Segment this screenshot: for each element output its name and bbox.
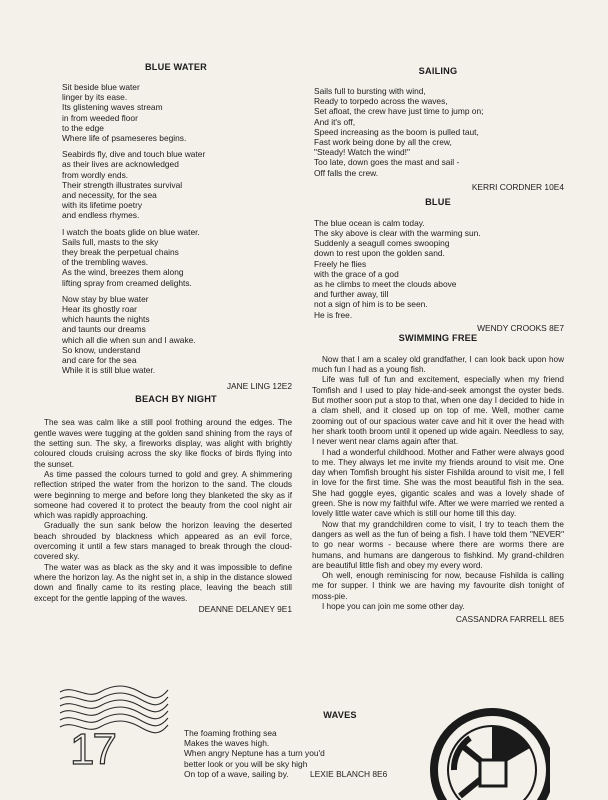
swimming-free-author: CASSANDRA FARRELL 8E5 bbox=[455, 614, 564, 625]
poem-line: Freely he flies bbox=[314, 258, 367, 269]
waves-title: WAVES bbox=[323, 710, 357, 720]
poem-line: in from weeded floor bbox=[62, 112, 138, 123]
poem-line: As the wind, breezes them along bbox=[62, 267, 184, 278]
swimming-free-title: SWIMMING FREE bbox=[398, 332, 478, 343]
stanza bbox=[62, 227, 292, 288]
poem-line: Ready to torpedo across the waves, bbox=[314, 96, 448, 107]
poem-line: Sit beside blue water bbox=[62, 82, 140, 92]
poem-line: not a sign of him is to be seen. bbox=[314, 299, 428, 310]
poem-line: as he climbs to meet the clouds above bbox=[314, 279, 457, 290]
waves-poem-block bbox=[180, 710, 460, 780]
blue-author: WENDY CROOKS 8E7 bbox=[477, 322, 564, 333]
poem-line: On top of a wave, sailing by. bbox=[184, 768, 289, 779]
poem-line: which haunts the nights bbox=[62, 314, 150, 325]
page-number bbox=[70, 725, 115, 774]
page-number-text: 17 bbox=[70, 725, 115, 774]
poem-line: Where life of psameseres begins. bbox=[62, 133, 187, 144]
stanza bbox=[62, 82, 292, 143]
poem-line: down to rest upon the golden sand. bbox=[314, 248, 445, 259]
poem-line: Set afloat, the crew have just time to jump on; bbox=[314, 106, 484, 117]
stanza bbox=[62, 149, 292, 220]
poem-line: and further away, till bbox=[314, 289, 389, 300]
beach-by-night-author: DEANNE DELANEY 9E1 bbox=[198, 603, 292, 614]
poem-line: The sky above is clear with the warming sun. bbox=[314, 228, 481, 239]
poem-line: and taunts our dreams bbox=[62, 324, 146, 335]
blue-title: BLUE bbox=[425, 196, 451, 207]
paragraph: I hope you can join me some other day. bbox=[322, 601, 465, 611]
blue-poem bbox=[314, 218, 564, 320]
poem-line: Speed increasing as the boom is pulled taut, bbox=[314, 126, 479, 137]
poem-line: and necessity, for the sea bbox=[62, 190, 157, 201]
blue-water-poem bbox=[60, 82, 292, 375]
poem-line: Sails full, masts to the sky bbox=[62, 236, 159, 247]
poem-line: linger by its ease. bbox=[62, 92, 128, 103]
poem-line: and endless rhymes. bbox=[62, 210, 140, 221]
poem-line: Its glistening waves stream bbox=[62, 102, 163, 113]
poem-line: Now stay by blue water bbox=[62, 293, 149, 304]
blue-water-author: JANE LING 12E2 bbox=[226, 381, 292, 392]
paragraph: The sea was calm like a still pool frothing around the edges. The gentle waves were tugging at the golden sand shining from the rays of the setting sun. The sky, a fireworks display, was alight with brightly coloured clouds cruising across the sky like flocks of birds flying into the sunset. bbox=[34, 418, 292, 469]
poem-line: Hear its ghostly roar bbox=[62, 304, 137, 315]
poem-line: Fast work being done by all the crew, bbox=[314, 137, 452, 148]
paragraph: Now that I am a scaley old grandfather, I can look back upon how much fun I had as a young fish. bbox=[312, 354, 564, 375]
poem-line: they break the perpetual chains bbox=[62, 247, 179, 258]
blue-water-title: BLUE WATER bbox=[144, 62, 208, 72]
poem-line: When angry Neptune has a turn you'd bbox=[184, 748, 325, 759]
beach-by-night-title: BEACH BY NIGHT bbox=[135, 394, 217, 405]
poem-line: with the grace of a god bbox=[314, 268, 399, 279]
poem-line: While it is still blue water. bbox=[62, 365, 156, 376]
poem-line: Suddenly a seagull comes swooping bbox=[314, 238, 450, 249]
poem-line: from wordly ends. bbox=[62, 169, 129, 180]
poem-line: The blue ocean is calm today. bbox=[314, 217, 425, 228]
poem-line: as their lives are acknowledged bbox=[62, 159, 179, 170]
swimming-free-story bbox=[312, 355, 564, 612]
poem-line: I watch the boats glide on blue water. bbox=[62, 226, 200, 237]
poem-line: lifting spray from creamed delights. bbox=[62, 277, 192, 288]
poem-line: and care for the sea bbox=[62, 355, 137, 366]
paragraph: Oh well, enough reminiscing for now, because Fishilda is calling me for supper. I think we are having my favourite dish tonight of moss-pie. bbox=[312, 571, 564, 601]
poem-line: He is free. bbox=[314, 309, 353, 320]
waves-author: LEXIE BLANCH 8E6 bbox=[310, 769, 388, 780]
sailing-author: KERRI CORDNER 10E4 bbox=[471, 181, 564, 192]
sailing-title: SAILING bbox=[418, 66, 458, 76]
paragraph: Life was full of fun and excitement, especially when my friend Tomfish and I used to play hide-and-seek amongst the oyster beds. But mother soon put a stop to that, when one day I decided to hide in a clam shell, and it closed up on top of me. Well, mother came zooming out of our spacious water cave and hit it over the head with her shark tooth broom until it opened up wide again. Needless to say, I never went near clams again after that. bbox=[312, 375, 564, 447]
sailing-poem bbox=[314, 86, 564, 178]
right-column bbox=[312, 66, 564, 625]
paragraph: Now that my grandchildren come to visit, I try to teach them the dangers as well as the fun of being a fish. I have told them "NEVER" to go near worms - because where there are worms there are humans, and humans are dangerous to fishkind. My grand-children are beautiful little fish and obey my every word. bbox=[312, 519, 564, 570]
poem-line: And it's off, bbox=[314, 116, 356, 127]
poem-line: Their strength illustrates survival bbox=[62, 179, 183, 190]
poem-line: So know, understand bbox=[62, 344, 141, 355]
poem-line: with its lifetime poetry bbox=[62, 200, 143, 211]
beach-by-night-story bbox=[34, 418, 292, 603]
school-logo-icon bbox=[430, 704, 550, 800]
poem-line: Too late, down goes the mast and sail - bbox=[314, 157, 460, 168]
paragraph: As time passed the colours turned to gold and grey. A shimmering reflection striped the water from the horizon to the sand. The clouds were beginning to merge and before long they blanketed the sky as if someone had covered it to protect the beauty from the cool night air which was rapidly approaching. bbox=[34, 469, 292, 521]
left-column bbox=[34, 62, 292, 615]
paragraph: The water was as black as the sky and it was impossible to define where the horizon lay. As the night set in, a ship in the distance slowed down and finally came to its resting place, leaving the beach still except for the gentle lapping of the waves. bbox=[34, 562, 292, 603]
poem-line: of the trembling waves. bbox=[62, 257, 149, 268]
stanza bbox=[62, 294, 292, 376]
poem-line: which all die when sun and I awake. bbox=[62, 334, 196, 345]
poem-line: Off falls the crew. bbox=[314, 167, 379, 178]
paragraph: Gradually the sun sank below the horizon leaving the deserted beach shrouded by blackness which appeared as an evil force, overcoming it until a few stars managed to break through the cloud-covered sky. bbox=[34, 521, 292, 562]
poem-line: Makes the waves high. bbox=[184, 738, 270, 749]
paragraph: I had a wonderful childhood. Mother and Father were always good to me. They always let me invite my friends around to visit me. One day when Tomfish brought his sister Fishilda around to visit me, I fell in love for the first time. She was the most beautiful fish in the sea. She had goggle eyes, gigantic scales and was a lovely shade of green. She is now my faithful wife. After we were married we rented a lovely little water cave which is still our home till this day. bbox=[312, 447, 564, 519]
poem-line: The foaming frothing sea bbox=[184, 728, 277, 738]
poem-line: Sails full to bursting with wind, bbox=[314, 86, 426, 96]
poem-line: better look or you will be sky high bbox=[184, 758, 308, 769]
poem-line: Seabirds fly, dive and touch blue water bbox=[62, 149, 206, 160]
poem-line: to the edge bbox=[62, 122, 104, 133]
poem-line: "Steady! Watch the wind!" bbox=[314, 147, 410, 158]
